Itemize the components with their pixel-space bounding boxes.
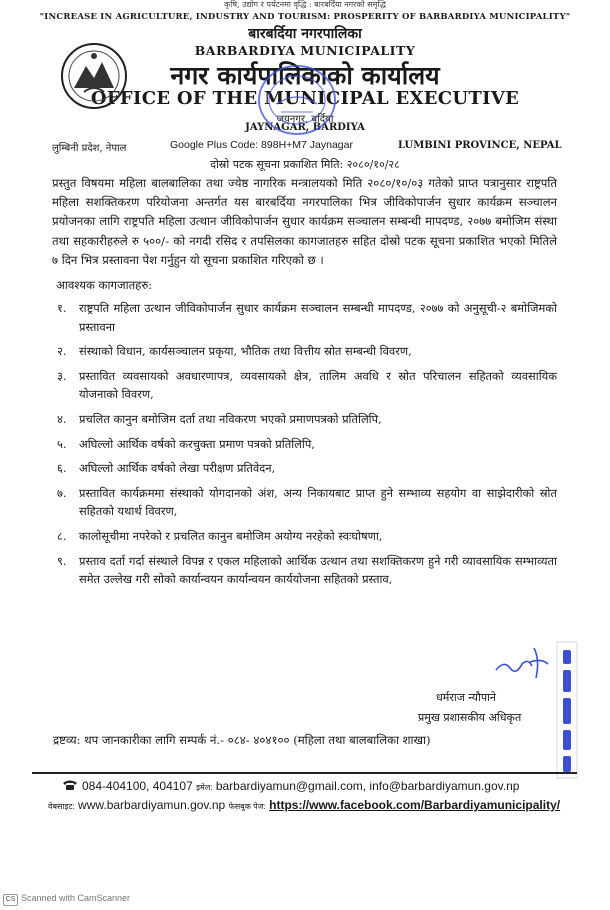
email-addresses[interactable]: barbardiyamun@gmail.com, info@barbardiyamun.gov.np [215,779,520,793]
list-item: ९. प्रस्ताव दर्ता गर्दा संस्थाले विपन्न र एकल महिलाको आर्थिक उत्थान तथा सशक्तिकरण हुने गरी व्यावसायिक सम्भाव्यता समेत उल्लेख गरी सोको कार्यान्वयन कार्यान्वयन कार्ययोजना सहितको प्रस्ताव, [57,553,557,587]
list-item: ८. कालोसूचीमा नपरेको र प्रचलित कानुन बमोजिम अयोग्य नरहेको स्वःघोषणा, [57,528,383,543]
phone-icon [62,779,78,791]
list-item: २. संस्थाको विधान, कार्यसञ्चालन प्रकृया, भौतिक तथा वित्तीय स्रोत सम्बन्धी विवरण, [57,344,412,359]
municipality-name-nepali: बारबर्दिया नगरपालिका [248,26,362,42]
slogan-nepali: कृषि, उद्योग र पर्यटनमा वृद्धि : बारबर्दिया नगरको समृद्धि [224,0,386,9]
phone-numbers: 084-404100, 404107 [82,779,193,793]
province-english: LUMBINI PROVINCE, NEPAL [398,140,562,151]
address-nepali: जयनगर, बर्दिया [276,114,334,125]
list-item: ३. प्रस्तावित व्यवसायको अवधारणापत्र, व्यवसायको क्षेत्र, तालिम अवधि र स्रोत परिचालन सहितको व्यवसायिक योजनाको विवरण, [57,368,557,402]
list-item: ४. प्रचलित कानुन बमोजिम दर्ता तथा नविकरण भएको प्रमाणपत्रको प्रतिलिपि, [57,411,382,426]
publication-date: दोस्रो पटक सूचना प्रकाशित मिति: २०८०/१०/२८ [210,158,400,171]
handwritten-signature [490,640,552,688]
address-english: JAYNAGAR, BARDIYA [245,122,365,133]
email-label: इमेल: [196,783,213,792]
signer-title: प्रमुख प्रशासकीय अधिकृत [418,711,522,724]
province-nepali: लुम्बिनी प्रदेश, नेपाल [52,143,127,154]
contact-line-2 [48,798,560,812]
website-label: वेबसाइट: [48,802,75,811]
camscanner-icon: CS [3,894,18,906]
designation-stamp [555,640,579,780]
google-plus-code: Google Plus Code: 898H+M7 Jaynagar [170,139,353,151]
requirements-list [57,299,557,595]
official-stamp [235,60,360,138]
facebook-link[interactable]: https://www.facebook.com/Barbardiyamunicipality/ [269,798,561,812]
facebook-label: फेसबुक पेज: [228,802,266,811]
contact-line-1 [62,779,519,793]
list-item: ६. अघिल्लो आर्थिक वर्षको लेखा परीक्षण प्रतिवेदन, [57,461,276,476]
notice-paragraph: प्रस्तुत विषयमा महिला बालबालिका तथा ज्येष्ठ नागरिक मन्त्रालयको मिति २०८०/१०/०३ गतेको प्राप्त पत्रानुसार राष्ट्रपति महिला सशक्तिकरण परियोजना अन्तर्गत यस बारबर्दिया नगरपालिका भित्र जीविकोपार्जन सुधार कार्यक्रम सञ्चालन प्रयोजनका लागि राष्ट्रपति महिला उत्थान जीविकोपार्जन सुधार कार्यक्रम सञ्चालन सम्बन्धी मापदण्ड, २०७७ बमोजिम संस्था तथा सहकारीहरुले रु ५००/- को नगदी रसिद र तपसिलका कागजातहरु सहित दोस्रो पटक सूचना प्रकाशित भएको मितिले ७ दिन भित्र प्रस्तावना पेश गर्नुहुन यो सूचना प्रकाशित गरिएको छ । [52,176,557,267]
signer-name: धर्मराज न्यौपाने [436,691,497,704]
scanner-text: Scanned with CamScanner [21,893,131,903]
nepal-emblem-logo [60,42,128,110]
office-title-english: OFFICE OF THE MUNICIPAL EXECUTIVE [90,88,520,109]
contact-note: द्रष्टव्य: थप जानकारीका लागि सम्पर्क नं.- ०८४- ४०४१०० (महिला तथा बालबालिका शाखा) [53,733,431,747]
website-link[interactable]: www.barbardiyamun.gov.np [78,798,226,812]
list-item: ५. अघिल्लो आर्थिक वर्षको करचुक्ता प्रमाण पत्रको प्रतिलिपि, [57,436,315,451]
footer-divider [32,772,577,774]
slogan-english: "INCREASE IN AGRICULTURE, INDUSTRY AND TOURISM: PROSPERITY OF BARBARDIYA MUNICIPALITY" [39,12,571,22]
list-item: ७. प्रस्तावित कार्यक्रममा संस्थाको योगदानको अंश, अन्य निकायबाट प्राप्त हुने सम्भाव्य सहयोग वा साझेदारीको स्रोत सहितको यथार्थ विवरण, [57,485,557,519]
list-item: १. राष्ट्रपति महिला उत्थान जीविकोपार्जन सुधार कार्यक्रम सञ्चालन सम्बन्धी मापदण्ड, २०७७ को अनुसूची-२ बमोजिमको प्रस्तावना [57,301,557,334]
requirements-heading: आवश्यक कागजातहरु: [56,278,153,292]
municipality-name-english: BARBARDIYA MUNICIPALITY [194,43,416,58]
office-title-nepali: नगर कार्यपालिकाको कार्यालय [170,61,440,90]
scanner-watermark [3,893,130,906]
